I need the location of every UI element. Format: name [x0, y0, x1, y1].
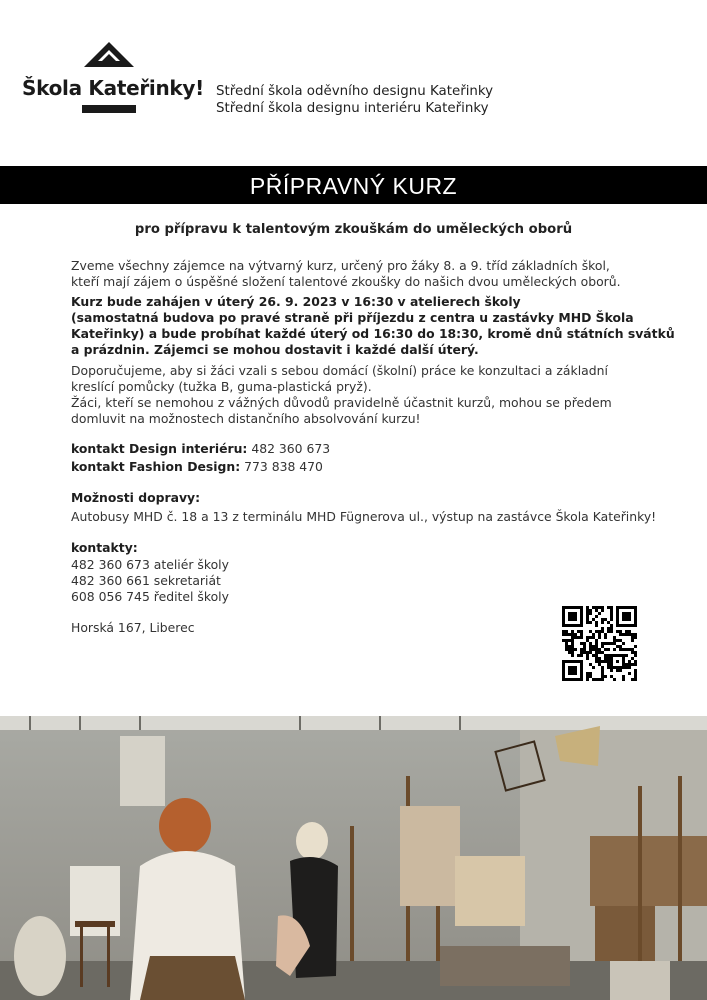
contacts-line: 482 360 661 sekretariát [71, 573, 221, 588]
school-name-interior: Střední škola designu interiéru Kateřinky [216, 101, 489, 116]
qr-code-icon[interactable] [562, 606, 637, 681]
course-line: Kurz bude zahájen v úterý 26. 9. 2023 v 16:30 v atelierech školy [71, 294, 521, 309]
contact-fashion [71, 459, 323, 475]
intro-line: kteří mají zájem o úspěšné složení talentové zkoušky do našich dvou uměleckých oborů. [71, 274, 621, 289]
course-line: a prázdnin. Zájemci se mohou dostavit i každé další úterý. [71, 342, 479, 357]
studio-photo [0, 716, 707, 1000]
contacts-line: 482 360 673 ateliér školy [71, 557, 229, 572]
address: Horská 167, Liberec [71, 620, 195, 635]
advice-line: kreslící pomůcky (tužka B, guma-plastická pryž). [71, 379, 372, 394]
logo-name: Škola Kateřinky! [22, 76, 204, 100]
roof-logo-icon [82, 40, 136, 68]
advice-line: domluvit na možnostech distančního absolvování kurzu! [71, 411, 421, 426]
school-logo [22, 40, 202, 120]
transport-text: Autobusy MHD č. 18 a 13 z terminálu MHD Fügnerova ul., výstup na zastávce Škola Kateřinky! [71, 509, 657, 524]
course-line: Kateřinky) a bude probíhat každé úterý od 16:30 do 18:30, kromě dnů státních svátků [71, 326, 675, 341]
contact-design-phone: 482 360 673 [251, 441, 331, 456]
advice-paragraph [71, 363, 612, 427]
contacts-line: 608 056 745 ředitel školy [71, 589, 229, 604]
contact-fashion-label: kontakt Fashion Design: [71, 459, 241, 474]
course-paragraph [71, 294, 675, 358]
school-names [216, 83, 493, 117]
contacts-list [71, 557, 229, 605]
course-line: (samostatná budova po pravé straně při příjezdu z centra u zastávky MHD Škola [71, 310, 634, 325]
transport-heading: Možnosti dopravy: [71, 490, 201, 505]
advice-line: Doporučujeme, aby si žáci vzali s sebou domácí (školní) práce ke konzultaci a základní [71, 363, 608, 378]
contact-fashion-phone: 773 838 470 [244, 459, 323, 474]
contact-design [71, 441, 330, 457]
logo-bar [82, 105, 136, 113]
page-title: PŘÍPRAVNÝ KURZ [0, 166, 707, 204]
contact-design-label: kontakt Design interiéru: [71, 441, 248, 456]
intro-line: Zveme všechny zájemce na výtvarný kurz, určený pro žáky 8. a 9. tříd základních škol, [71, 258, 610, 273]
subtitle: pro přípravu k talentovým zkouškám do uměleckých oborů [134, 222, 573, 237]
intro-paragraph [71, 258, 621, 290]
contacts-heading: kontakty: [71, 540, 138, 555]
school-name-fashion: Střední škola oděvního designu Kateřinky [216, 84, 494, 99]
advice-line: Žáci, kteří se nemohou z vážných důvodů pravidelně účastnit kurzů, mohou se předem [71, 395, 612, 410]
